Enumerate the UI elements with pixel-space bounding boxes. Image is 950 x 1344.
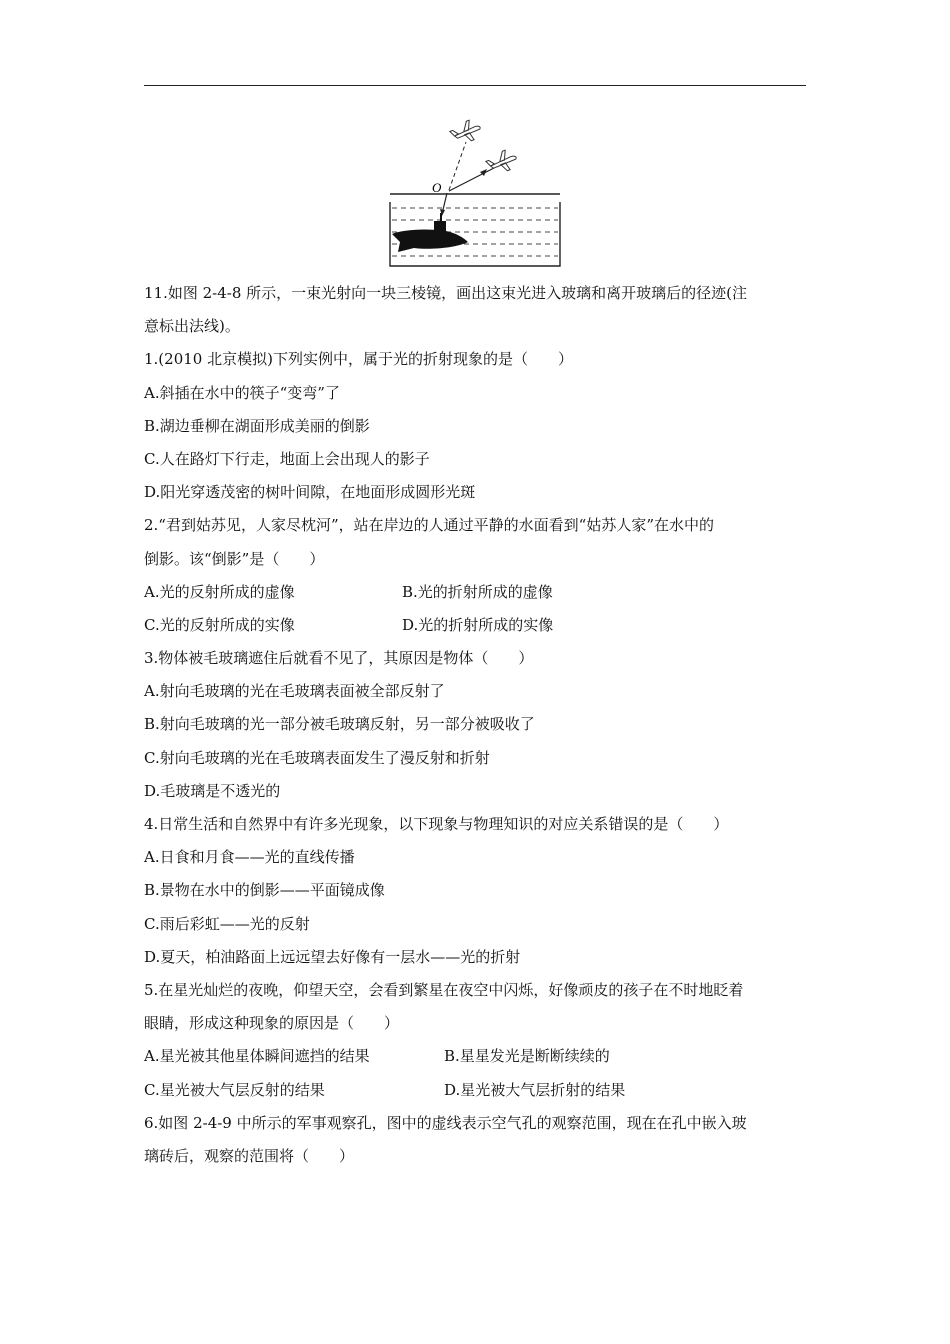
option-b[interactable]: B.星星发光是断断续续的 xyxy=(444,1047,610,1066)
question-text: 4.日常生活和自然界中有许多光现象，以下现象与物理知识的对应关系错误的是（ ） xyxy=(144,815,729,833)
refraction-figure xyxy=(384,118,564,270)
header-rule xyxy=(144,85,806,86)
question-text: 1.(2010 北京模拟)下列实例中，属于光的折射现象的是（ ） xyxy=(144,350,573,369)
question-list xyxy=(144,282,808,1178)
option-a[interactable]: A.光的反射所成的虚像 xyxy=(144,582,295,601)
option-c[interactable]: C.人在路灯下行走，地面上会出现人的影子 xyxy=(144,449,430,468)
option-a[interactable]: A.射向毛玻璃的光在毛玻璃表面被全部反射了 xyxy=(144,682,445,701)
question-text: 5.在星光灿烂的夜晚，仰望天空，会看到繁星在夜空中闪烁，好像顽皮的孩子在不时地眨着 xyxy=(144,980,744,999)
option-b[interactable]: B.湖边垂柳在湖面形成美丽的倒影 xyxy=(144,416,370,435)
plane-real-icon xyxy=(484,148,519,177)
question-text: 倒影。该“倒影”是（ ） xyxy=(144,549,325,568)
option-row xyxy=(144,1045,808,1078)
option-c[interactable]: C.射向毛玻璃的光在毛玻璃表面发生了漫反射和折射 xyxy=(144,748,490,767)
option-row xyxy=(144,581,808,614)
question-4 xyxy=(144,813,808,979)
option-a[interactable]: A.日食和月食——光的直线传播 xyxy=(144,848,355,867)
option-b[interactable]: B.光的折射所成的虚像 xyxy=(402,582,553,601)
question-text: 2.“君到姑苏见，人家尽枕河”，站在岸边的人通过平静的水面看到“姑苏人家”在水中的 xyxy=(144,516,714,535)
option-c[interactable]: C.雨后彩虹——光的反射 xyxy=(144,914,310,933)
question-5 xyxy=(144,979,808,1112)
question-11 xyxy=(144,282,808,348)
question-6 xyxy=(144,1112,808,1178)
question-1 xyxy=(144,348,808,514)
question-2 xyxy=(144,514,808,647)
option-d[interactable]: D.阳光穿透茂密的树叶间隙，在地面形成圆形光斑 xyxy=(144,483,476,502)
question-text: 3.物体被毛玻璃遮住后就看不见了，其原因是物体（ ） xyxy=(144,649,534,668)
question-text: 11.如图 2-4-8 所示，一束光射向一块三棱镜，画出这束光进入玻璃和离开玻璃后的径迹(注 xyxy=(144,284,748,302)
question-text: 意标出法线)。 xyxy=(144,317,240,336)
option-d[interactable]: D.光的折射所成的实像 xyxy=(402,615,554,634)
question-text: 眼睛，形成这种现象的原因是（ ） xyxy=(144,1014,400,1033)
option-b[interactable]: B.景物在水中的倒影——平面镜成像 xyxy=(144,881,385,900)
option-c[interactable]: C.光的反射所成的实像 xyxy=(144,615,295,634)
point-o-label: O xyxy=(432,180,442,195)
question-text: 6.如图 2-4-9 中所示的军事观察孔，图中的虚线表示空气孔的观察范围，现在在孔中嵌入玻 xyxy=(144,1113,747,1132)
option-d[interactable]: D.星光被大气层折射的结果 xyxy=(444,1080,626,1099)
option-c[interactable]: C.星光被大气层反射的结果 xyxy=(144,1080,325,1099)
question-3 xyxy=(144,647,808,813)
option-d[interactable]: D.夏天，柏油路面上远远望去好像有一层水——光的折射 xyxy=(144,947,521,966)
option-a[interactable]: A.斜插在水中的筷子“变弯”了 xyxy=(144,383,340,402)
option-d[interactable]: D.毛玻璃是不透光的 xyxy=(144,781,281,800)
question-text: 璃砖后，观察的范围将（ ） xyxy=(144,1146,355,1165)
option-row xyxy=(144,1079,808,1112)
option-row xyxy=(144,614,808,647)
option-a[interactable]: A.星光被其他星体瞬间遮挡的结果 xyxy=(144,1047,370,1066)
option-b[interactable]: B.射向毛玻璃的光一部分被毛玻璃反射，另一部分被吸收了 xyxy=(144,715,535,734)
